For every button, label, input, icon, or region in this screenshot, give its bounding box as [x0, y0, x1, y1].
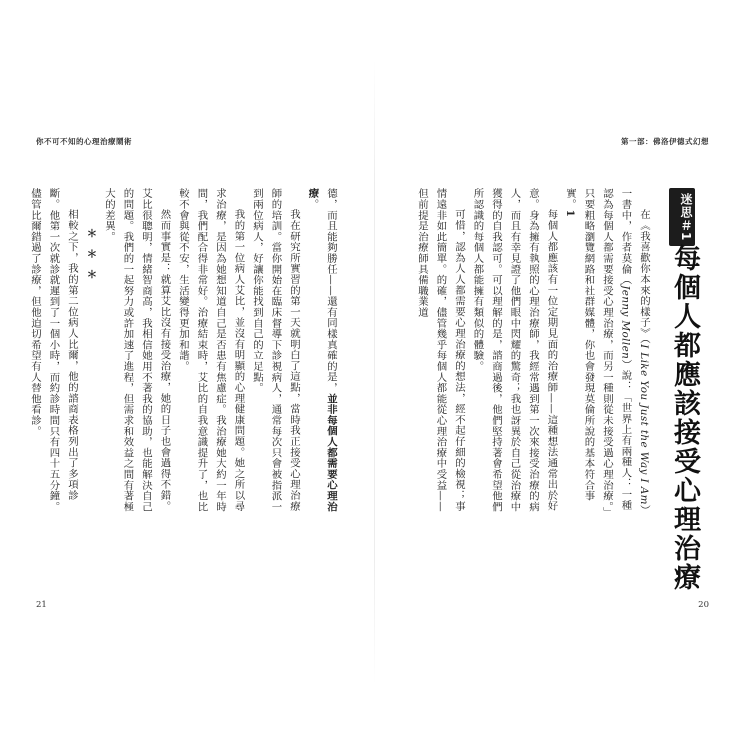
section-separator: ＊＊＊	[84, 228, 97, 290]
chapter-title-block	[655, 188, 715, 592]
body-text: 每個人都應該有一位定期見面的治療師——這種想法通常出於好意。身為擁有執照的心理治療師，我經常遇到第一次來接受治療的病人，而且有幸見證了他們眼中閃耀的驚奇；我也訝異於自己從治療中獲得的自我認可。可以理解的是，諮商過後，他們堅持著會希望他們所認識的每個人都能擁有類似的體驗。	[471, 188, 558, 512]
paragraph	[303, 188, 340, 518]
body-text: 然而事實是：就算艾比沒有接受治療，她的日子也會過得不錯。艾比很聰明，情緒智商高，我相信她用不著我的協助，也能解決自己的問題。我們的一起努力或許加速了進程，但需求和效益之間有著極大的差異。	[103, 188, 171, 512]
body-text: ）說：「世界上有兩種人：一種認為每個人都需要接受心理治療，而另一種則從未接受過心理治療。」只要粗略瀏覽網路和社群媒體，你也會發現莫倫所說的基本符合事實。	[564, 188, 632, 518]
body-text: 在《我喜歡你本來的樣子》（	[638, 208, 650, 344]
body-text: ）一書中，作者莫倫（	[619, 188, 650, 516]
page-gutter	[374, 60, 375, 685]
paragraph	[100, 188, 174, 518]
page-number: 21	[36, 600, 47, 610]
paragraph	[174, 188, 248, 518]
right-body-text	[387, 188, 653, 518]
body-text: 德，而且能夠勝任——還有同樣真確的是，	[325, 188, 337, 394]
paragraph	[26, 188, 82, 518]
page-number: 20	[698, 600, 709, 610]
left-page	[30, 60, 364, 685]
paragraph	[561, 188, 654, 518]
right-page	[385, 60, 719, 685]
body-text: I Like You Just the Way I Am	[638, 344, 650, 505]
body-text: 相較之下，我的第二位病人比爾，他的諮商表格列出了多項診斷。他第一次就診就遲到了一個小時，而約診時間只有四十五分鐘。儘管比爾錯過了診療，但他迫切希望有人替他看診。	[29, 188, 78, 512]
body-text: 。	[306, 198, 319, 210]
left-body-text	[29, 188, 340, 518]
myth-badge: 迷思＃1	[669, 188, 695, 246]
emphasis-text: 並非每個人都需要心理治療	[306, 188, 337, 512]
body-text: 我的第一位病人艾比，並沒有明顯的心理健康問題。她之所以尋求治療，是因為她想知道自己是否患有焦慮症。我治療她大約一年時間，我們配合得非常好。治療結束時，艾比的自我意識提升了，也比較不會與從不安，生活變得更加和諧。	[177, 188, 245, 512]
paragraph	[413, 188, 469, 518]
body-text: Jenny Mollen	[619, 285, 632, 360]
running-header: 你不可不知的心理治療鬧術	[36, 137, 132, 146]
running-header: 第一部：佛洛伊德式幻想	[621, 137, 709, 146]
paragraph	[468, 188, 561, 518]
emphasis-text: 1	[564, 209, 576, 218]
body-text: 可惜，認為人人都需要心理治療的想法，經不起仔細的檢視；事情遠非如此簡單。的確，儘管幾乎每個人都能從心理治療中受益——但前提是治療師具備職業道	[416, 188, 465, 512]
paragraph	[248, 188, 304, 518]
body-text: 我在研究所實習的第一天就明白了這點，當時我正接受心理治療師的培訓。當你開始在臨床督導下診視病人，通常每次只會被指派一到兩位病人，好讓你能找到自己的立足點。	[251, 188, 300, 512]
chapter-title: 每個人都應該接受心理治療	[669, 244, 700, 592]
